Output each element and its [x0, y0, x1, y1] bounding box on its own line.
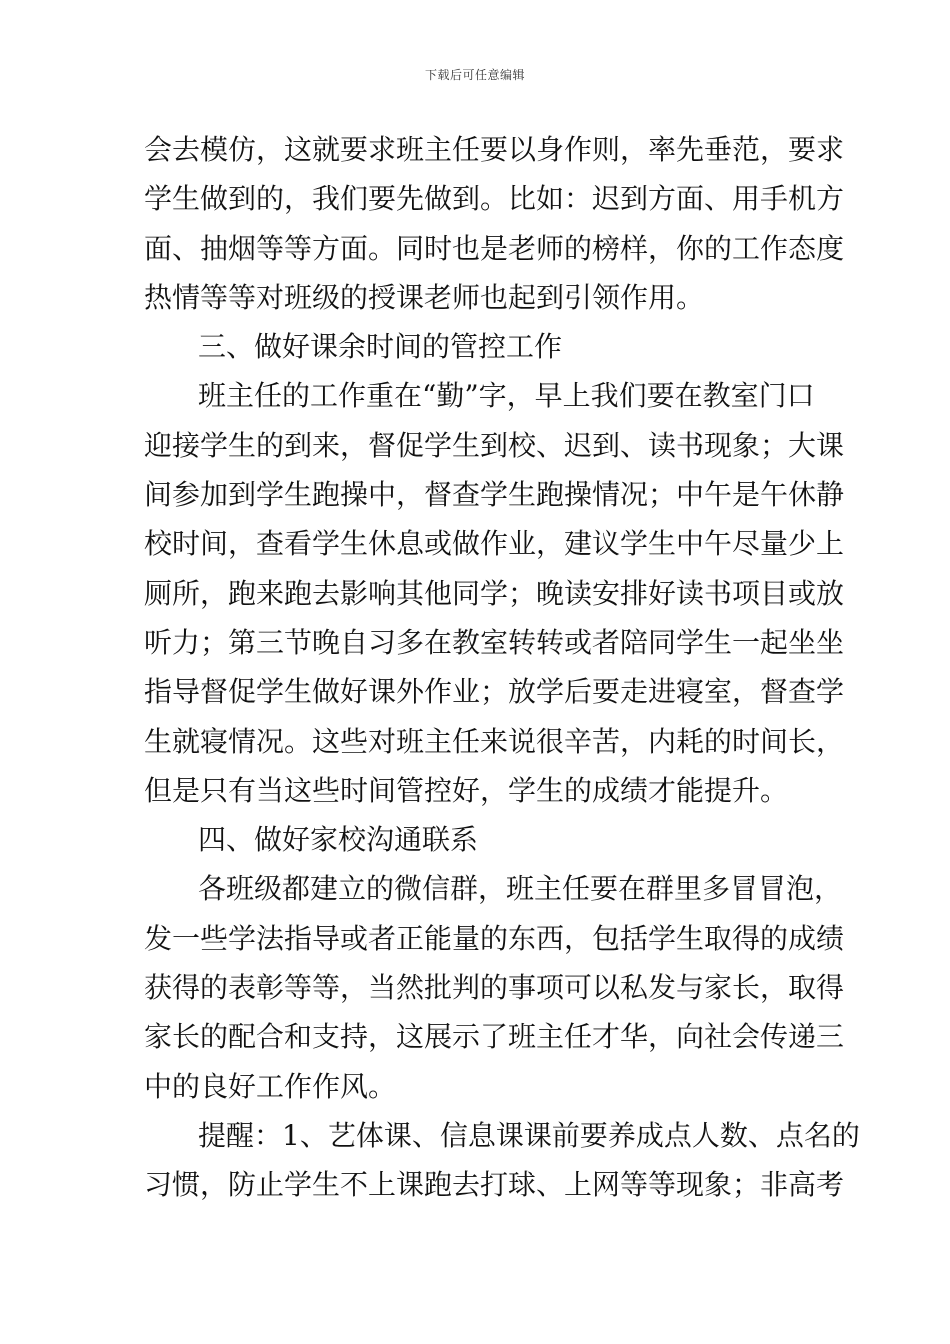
body-text [144, 125, 860, 1210]
text-line: 学生做到的，我们要先做到。比如：迟到方面、用手机方 [144, 182, 845, 216]
text-line: 校时间，查看学生休息或做作业，建议学生中午尽量少上 [144, 527, 845, 561]
text-line: 间参加到学生跑操中，督查学生跑操情况；中午是午休静 [144, 478, 845, 512]
text-line: 发一些学法指导或者正能量的东西，包括学生取得的成绩 [144, 921, 845, 955]
text-line: 迎接学生的到来，督促学生到校、迟到、读书现象；大课 [144, 428, 845, 462]
text-line: 但是只有当这些时间管控好，学生的成绩才能提升。 [144, 773, 789, 807]
text-line: 获得的表彰等等，当然批判的事项可以私发与家长，取得 [144, 971, 845, 1005]
text-line: 中的良好工作作风。 [144, 1069, 397, 1103]
text-line: 会去模仿，这就要求班主任要以身作则，率先垂范，要求 [144, 133, 845, 166]
text-line: 生就寝情况。这些对班主任来说很辛苦，内耗的时间长， [144, 724, 845, 758]
text-line: 厕所，跑来跑去影响其他同学；晚读安排好读书项目或放 [144, 576, 845, 610]
text-line: 热情等等对班级的授课老师也起到引领作用。 [144, 280, 705, 314]
text-line: 三、做好课余时间的管控工作 [198, 330, 563, 364]
text-line: 四、做好家校沟通联系 [198, 823, 479, 857]
page-header: 下载后可任意编辑 [424, 68, 525, 82]
text-line: 指导督促学生做好课外作业；放学后要走进寝室，督查学 [144, 675, 845, 709]
text-line: 提醒：1、艺体课、信息课课前要养成点人数、点名的 [198, 1118, 860, 1152]
text-line: 面、抽烟等等方面。同时也是老师的榜样，你的工作态度 [144, 231, 845, 265]
text-line: 班主任的工作重在“勤”字，早上我们要在教室门口 [198, 379, 815, 413]
text-line: 听力；第三节晚自习多在教室转转或者陪同学生一起坐坐 [144, 625, 845, 659]
text-line: 习惯，防止学生不上课跑去打球、上网等等现象；非高考 [144, 1168, 845, 1202]
text-line: 家长的配合和支持，这展示了班主任才华，向社会传递三 [144, 1020, 845, 1054]
text-line: 各班级都建立的微信群，班主任要在群里多冒冒泡， [198, 872, 843, 906]
